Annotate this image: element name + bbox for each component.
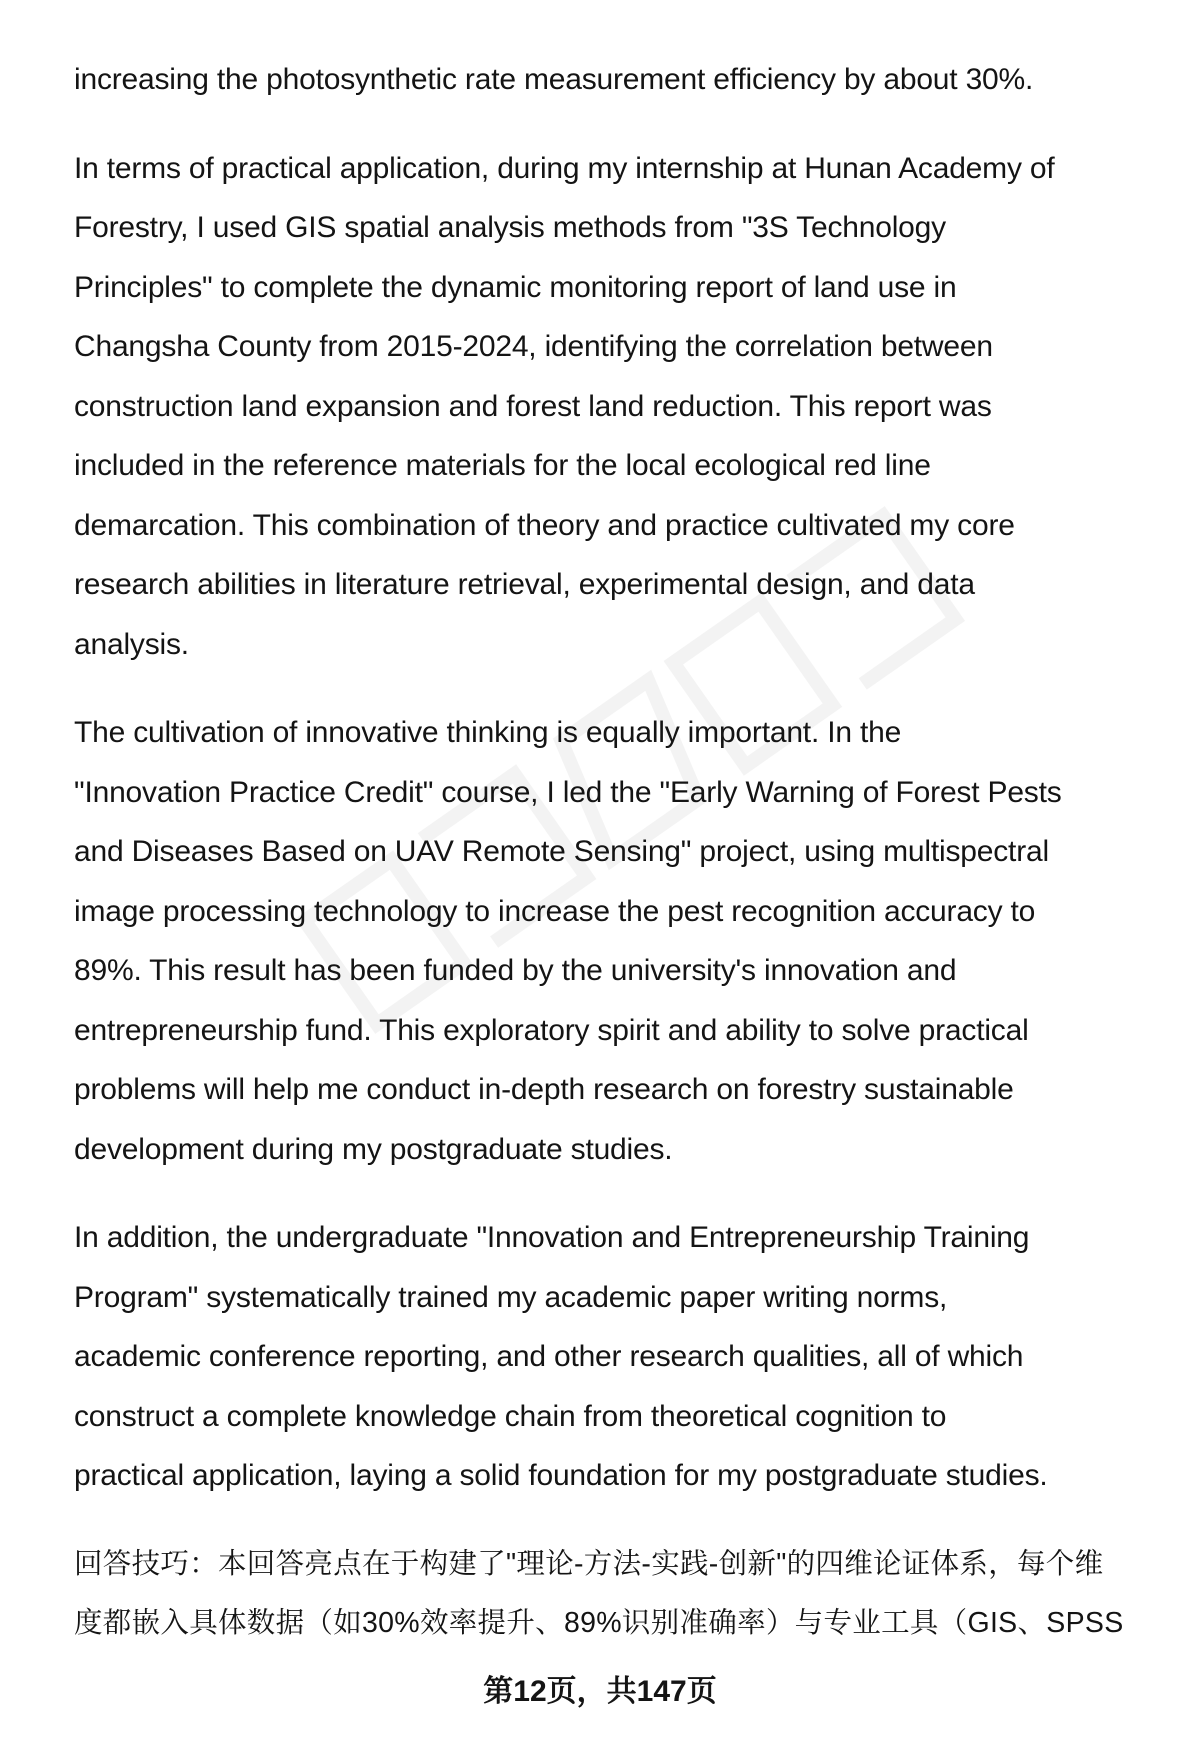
text-line: and Diseases Based on UAV Remote Sensing" project, using multispectral (74, 835, 1049, 868)
text-line: entrepreneurship fund. This exploratory spirit and ability to solve practical (74, 1013, 1029, 1047)
text-line: Principles" to complete the dynamic monitoring report of land use in (74, 270, 957, 304)
text-line: image processing technology to increase the pest recognition accuracy to (74, 894, 1036, 928)
paragraph-continuation (74, 50, 1174, 110)
text-line: problems will help me conduct in-depth research on forestry sustainable (74, 1073, 1014, 1106)
document-body (74, 50, 1174, 1654)
text-line: construct a complete knowledge chain from theoretical cognition to (74, 1399, 947, 1433)
text-line: Changsha County from 2015-2024, identifying the correlation between (74, 330, 993, 363)
text-line: construction land expansion and forest land reduction. This report was (74, 389, 992, 423)
text-line: increasing the photosynthetic rate measurement efficiency by about 30%. (74, 63, 1034, 96)
text-line: analysis. (74, 627, 189, 661)
page-number: 第12页，共147页 (483, 1675, 717, 1708)
text-line: development during my postgraduate studies. (74, 1132, 673, 1166)
text-line: Program" systematically trained my academic paper writing norms, (74, 1280, 948, 1314)
paragraph-practical-application (74, 139, 1174, 675)
tip-line: 度都嵌入具体数据（如30%效率提升、89%识别准确率）与专业工具（GIS、SPSS (74, 1607, 1124, 1639)
answer-tip (74, 1535, 1174, 1654)
text-line: research abilities in literature retrieval, experimental design, and data (74, 568, 975, 601)
paragraph-innovative-thinking (74, 703, 1174, 1179)
paragraph-training-program (74, 1208, 1174, 1506)
text-line: academic conference reporting, and other research qualities, all of which (74, 1340, 1024, 1373)
tip-line: 回答技巧：本回答亮点在于构建了"理论-方法-实践-创新"的四维论证体系，每个维 (74, 1547, 1104, 1580)
text-line: included in the reference materials for the local ecological red line (74, 449, 931, 482)
text-line: "Innovation Practice Credit" course, I led the "Early Warning of Forest Pests (74, 775, 1062, 809)
text-line: The cultivation of innovative thinking is equally important. In the (74, 716, 902, 749)
text-line: 89%. This result has been funded by the university's innovation and (74, 954, 957, 987)
text-line: practical application, laying a solid foundation for my postgraduate studies. (74, 1459, 1048, 1492)
text-line: In addition, the undergraduate "Innovation and Entrepreneurship Training (74, 1221, 1030, 1254)
text-line: In terms of practical application, during my internship at Hunan Academy of (74, 151, 1055, 185)
text-line: Forestry, I used GIS spatial analysis methods from "3S Technology (74, 211, 946, 244)
text-line: demarcation. This combination of theory and practice cultivated my core (74, 508, 1015, 542)
